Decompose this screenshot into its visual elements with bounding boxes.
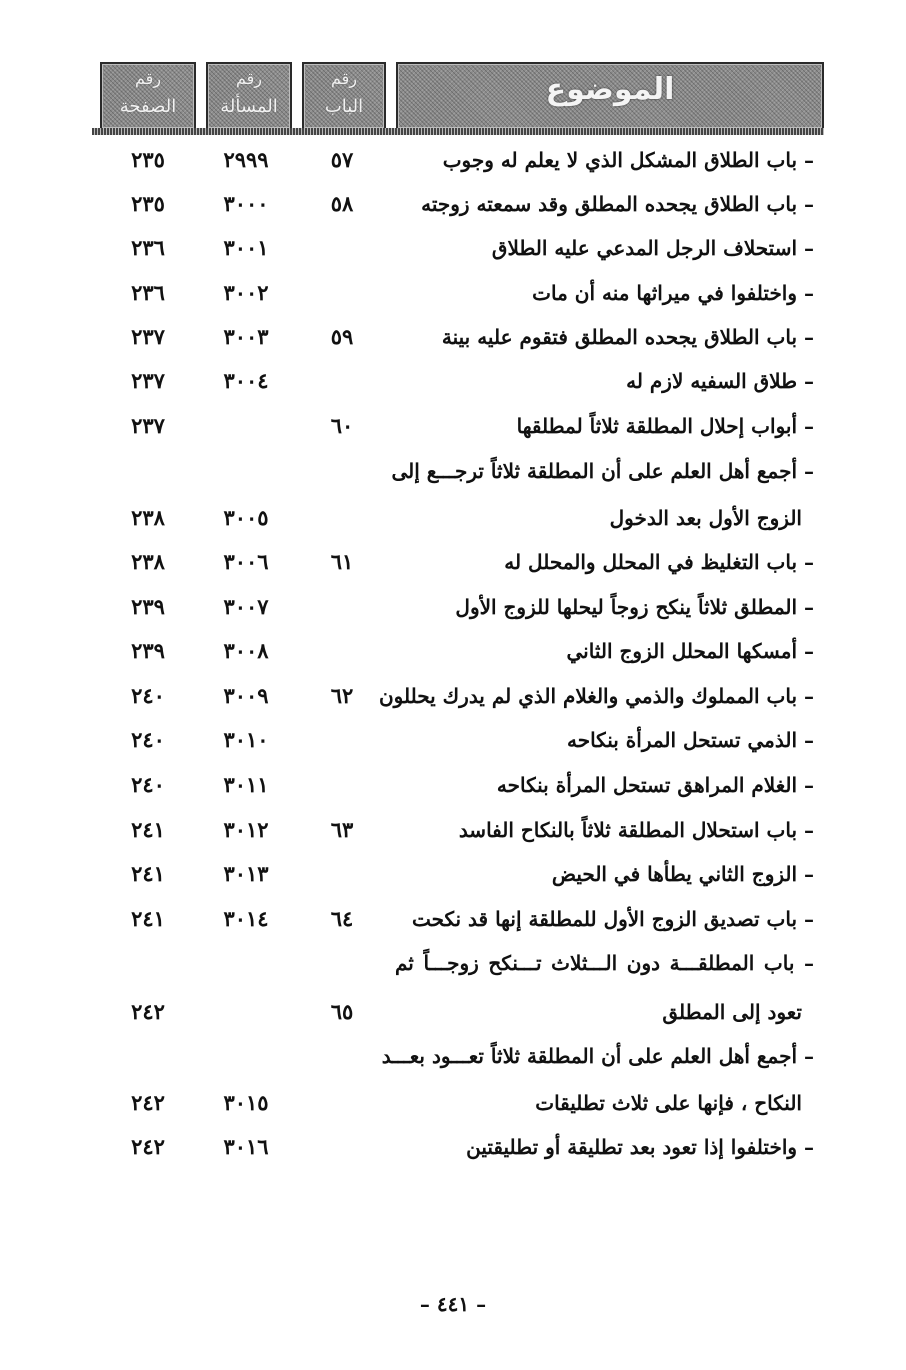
toc-topic: – الغلام المراهق تستحل المرأة بنكاحه [496, 773, 814, 797]
toc-chapter-number: ٥٨ [330, 191, 354, 216]
header-topic [396, 62, 824, 130]
toc-row [0, 366, 906, 410]
toc-topic: – الذمي تستحل المرأة بنكاحه [567, 728, 814, 752]
toc-row [0, 189, 906, 233]
toc-row [0, 636, 906, 680]
toc-topic: النكاح ، فإنها على ثلاث تطليقات [535, 1091, 802, 1115]
header-chapter-label-1: رقم [330, 69, 358, 88]
toc-row [0, 145, 906, 189]
toc-issue-number: ٣٠٠٦ [223, 549, 269, 574]
toc-row [0, 1041, 906, 1085]
toc-topic: – الزوج الثاني يطأها في الحيض [551, 862, 814, 886]
toc-issue-number: ٣٠١١ [223, 772, 269, 797]
toc-issue-number: ٣٠٠٩ [223, 683, 269, 708]
toc-page-number: ٢٣٧ [131, 413, 165, 438]
toc-chapter-number: ٦٥ [330, 999, 354, 1024]
toc-topic: – باب الطلاق المشكل الذي لا يعلم له وجوب [442, 148, 814, 172]
toc-topic: – أبواب إحلال المطلقة ثلاثاً لمطلقها [516, 414, 814, 438]
toc-row [0, 725, 906, 769]
toc-chapter-number: ٦٠ [330, 413, 354, 438]
header-page-label-1: رقم [134, 69, 162, 88]
toc-topic: – باب تصديق الزوج الأول للمطلقة إنها قد نكحت [411, 907, 814, 931]
toc-topic: – أجمع أهل العلم على أن المطلقة ثلاثاً تعـــود بعـــد [381, 1044, 814, 1068]
toc-issue-number: ٣٠١٣ [223, 861, 269, 886]
toc-row [0, 233, 906, 277]
toc-issue-number: ٣٠١٠ [223, 727, 269, 752]
header-issue-label-2: المسألة [220, 96, 278, 117]
toc-issue-number: ٣٠١٤ [223, 906, 269, 931]
toc-page-number: ٢٣٦ [131, 235, 165, 260]
toc-row [0, 322, 906, 366]
toc-topic: – باب الطلاق يجحده المطلق فتقوم عليه بينة [441, 325, 814, 349]
toc-row [0, 503, 906, 547]
header-page [100, 62, 196, 130]
toc-chapter-number: ٥٧ [330, 147, 354, 172]
toc-topic: – واختلفوا في ميراثها منه أن مات [532, 281, 814, 305]
toc-page-number: ٢٤١ [131, 906, 165, 931]
toc-page-number: ٢٣٧ [131, 368, 165, 393]
toc-chapter-number: ٦١ [330, 549, 354, 574]
toc-issue-number: ٣٠٠١ [223, 235, 269, 260]
toc-chapter-number: ٦٢ [330, 683, 354, 708]
toc-issue-number: ٣٠٠٨ [223, 638, 269, 663]
toc-chapter-number: ٥٩ [330, 324, 354, 349]
toc-page-number: ٢٤١ [131, 861, 165, 886]
toc-topic: – طلاق السفيه لازم له [626, 369, 814, 393]
toc-page-number: ٢٤٢ [131, 1090, 165, 1115]
toc-row [0, 859, 906, 903]
toc-topic: – أمسكها المحلل الزوج الثاني [566, 639, 814, 663]
toc-row [0, 997, 906, 1041]
toc-topic: – باب الطلاق يجحده المطلق وقد سمعته زوجته [421, 192, 814, 216]
header-issue-label-1: رقم [235, 69, 263, 88]
toc-topic: – باب التغليظ في المحلل والمحلل له [504, 550, 814, 574]
toc-page-number: ٢٣٦ [131, 280, 165, 305]
toc-row [0, 547, 906, 591]
toc-issue-number: ٢٩٩٩ [223, 147, 269, 172]
toc-topic: – باب استحلال المطلقة ثلاثاً بالنكاح الفاسد [458, 818, 814, 842]
toc-issue-number: ٣٠٠٧ [223, 594, 269, 619]
toc-row [0, 1132, 906, 1176]
header-issue [206, 62, 292, 130]
toc-row [0, 770, 906, 814]
toc-row [0, 948, 906, 992]
toc-page-number: ٢٤٠ [131, 772, 165, 797]
toc-row [0, 278, 906, 322]
toc-issue-number: ٣٠٠٣ [223, 324, 269, 349]
toc-chapter-number: ٦٤ [330, 906, 354, 931]
toc-chapter-number: ٦٣ [330, 817, 354, 842]
toc-topic: – المطلق ثلاثاً ينكح زوجاً ليحلها للزوج الأول [455, 595, 814, 619]
header-chapter-label-2: الباب [324, 96, 364, 117]
toc-page-number: ٢٣٨ [131, 505, 165, 530]
toc-page-number: ٢٣٥ [131, 147, 165, 172]
toc-topic: – أجمع أهل العلم على أن المطلقة ثلاثاً ترجـــع إلى [391, 459, 814, 483]
toc-page-number: ٢٣٩ [131, 594, 165, 619]
header-page-label-2: الصفحة [119, 96, 177, 117]
toc-page-number: ٢٣٨ [131, 549, 165, 574]
toc-page-number: ٢٣٥ [131, 191, 165, 216]
header-chapter [302, 62, 386, 130]
toc-issue-number: ٣٠٠٤ [223, 368, 269, 393]
toc-row [0, 815, 906, 859]
header-topic-label: الموضوع [545, 72, 675, 107]
toc-page-number: ٢٤١ [131, 817, 165, 842]
toc-issue-number: ٣٠١٥ [223, 1090, 269, 1115]
toc-page-number: ٢٤٠ [131, 683, 165, 708]
toc-page-number: ٢٣٩ [131, 638, 165, 663]
toc-row [0, 1088, 906, 1132]
toc-issue-number: ٣٠٠٢ [223, 280, 269, 305]
toc-issue-number: ٣٠١٢ [223, 817, 269, 842]
toc-issue-number: ٣٠٠٠ [223, 191, 269, 216]
toc-row [0, 904, 906, 948]
toc-topic: تعود إلى المطلق [662, 1000, 802, 1024]
toc-topic: – باب المملوك والذمي والغلام الذي لم يدرك يحللون [378, 684, 814, 708]
toc-topic: – استحلاف الرجل المدعي عليه الطلاق [491, 236, 814, 260]
toc-topic: – واختلفوا إذا تعود بعد تطليقة أو تطليقتين [466, 1135, 814, 1159]
toc-row [0, 411, 906, 455]
toc-page-number: ٢٣٧ [131, 324, 165, 349]
toc-page-number: ٢٤٢ [131, 999, 165, 1024]
toc-topic: الزوج الأول بعد الدخول [609, 506, 802, 530]
toc-row [0, 681, 906, 725]
toc-page-number: ٢٤٠ [131, 727, 165, 752]
toc-topic: – باب المطلقـــة دون الـــثلاث تـــنكح زوجـــاً ثم [395, 951, 814, 975]
toc-row [0, 456, 906, 500]
toc-row [0, 592, 906, 636]
toc-issue-number: ٣٠٠٥ [223, 505, 269, 530]
toc-page-number: ٢٤٢ [131, 1134, 165, 1159]
toc-issue-number: ٣٠١٦ [223, 1134, 269, 1159]
page-number: – ٤٤١ – [419, 1292, 487, 1316]
header-divider [92, 128, 824, 135]
